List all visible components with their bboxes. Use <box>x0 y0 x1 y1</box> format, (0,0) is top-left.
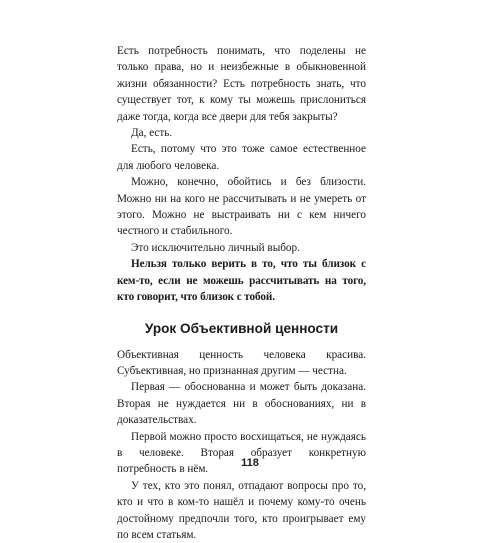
paragraph-objective-value: Объективная ценность человека красива. Субъективная, но признанная другим — честна. <box>117 348 366 377</box>
paragraph-bold-statement: Нельзя только верить в то, что ты близок с кем-то, если не можешь рассчитывать на того, кто говорит, что близок с тобой. <box>117 258 366 304</box>
paragraph-personal-choice: Это исключительно личный выбор. <box>131 241 300 254</box>
paragraph-without-closeness: Можно, конечно, обойтись и без близости. Можно ни на кого не рассчитывать и не умереть от этого. Можно не выстраивать ни с кем ничего честного и стабильного. <box>117 176 366 238</box>
section-heading: Урок Объективной ценности <box>144 320 339 336</box>
page-number: 118 <box>241 457 259 469</box>
paragraph-first-second: Первая — обоснованна и может быть доказана. Вторая не нуждается ни в обоснованиях, ни в доказательствах. <box>117 381 366 427</box>
paragraph-yes: Да, есть. <box>131 127 173 140</box>
paragraph-admire: Первой можно просто восхищаться, не нуждаясь в человеке. Вторая образует конкретную потребность в нём. <box>117 430 366 476</box>
paragraph-needs: Есть потребность понимать, что поделены не только права, но и неизбежные в обыкновенной жизни обязанности? Есть потребность знать, что существует тот, к кому ты можешь прислониться даже тогда, когда все двери для тебя закрыты? <box>117 45 366 123</box>
paragraph-understood: У тех, кто это понял, отпадают вопросы про то, кто и что в ком-то нашёл и почему кому-то очень достойному предпочли того, кто проигрывает ему по всем статьям. <box>117 479 366 541</box>
paragraph-natural: Есть, потому что это тоже самое естественное для любого человека. <box>117 143 366 172</box>
